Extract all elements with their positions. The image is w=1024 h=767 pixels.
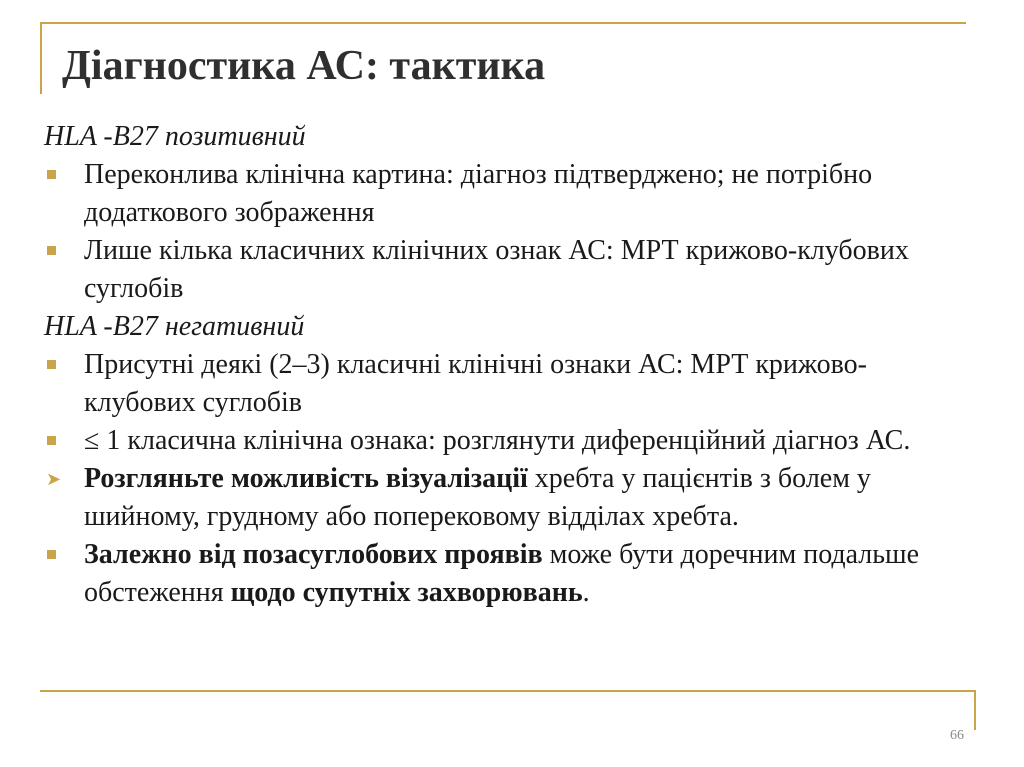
section-heading-positive: HLA -B27 позитивний (44, 121, 306, 152)
list-item-bold-text: щодо супутніх захворювань (230, 577, 583, 608)
square-bullet-icon (47, 550, 56, 559)
list-item (44, 536, 974, 612)
list-item-text: хребта у пацієнтів з болем у шийному, грудному або поперековому відділах хребта. (84, 463, 871, 532)
list-item-bold-text: Розгляньте можливість візуалізації (84, 463, 528, 494)
slide-content (44, 118, 974, 612)
section-heading-negative: HLA -B27 негативний (44, 311, 305, 342)
list-item-arrow (44, 460, 974, 536)
list-item (44, 232, 974, 308)
list-item-text: Присутні деякі (2–3) класичні клінічні ознаки АС: МРТ крижово-клубових суглобів (84, 349, 867, 418)
slide-title: Діагностика АС: тактика (62, 43, 546, 89)
square-bullet-icon (47, 170, 56, 179)
page-number: 66 (950, 728, 964, 743)
list-item-text: . (582, 577, 590, 608)
list-item-text: Лише кілька класичних клінічних ознак АС: МРТ крижово-клубових суглобів (84, 235, 909, 304)
square-bullet-icon (47, 436, 56, 445)
list-item-text: ≤ 1 класична клінічна ознака: розглянути диференційний діагноз АС. (84, 425, 911, 456)
frame-left-line (40, 22, 42, 94)
list-item-text: Переконлива клінічна картина: діагноз підтверджено; не потрібно додаткового зображення (84, 159, 873, 228)
list-item (44, 346, 974, 422)
square-bullet-icon (47, 246, 56, 255)
list-item-text: може бути доречним подальше обстеження (84, 539, 920, 608)
arrow-bullet-icon: ➤ (46, 469, 62, 489)
list-item (44, 156, 974, 232)
list-item (44, 422, 974, 460)
list-item-bold-text: Залежно від позасуглобових проявів (84, 539, 543, 570)
frame-top-line (40, 22, 966, 24)
square-bullet-icon (47, 360, 56, 369)
frame-bottom-line (40, 690, 976, 692)
frame-right-line (974, 690, 976, 730)
